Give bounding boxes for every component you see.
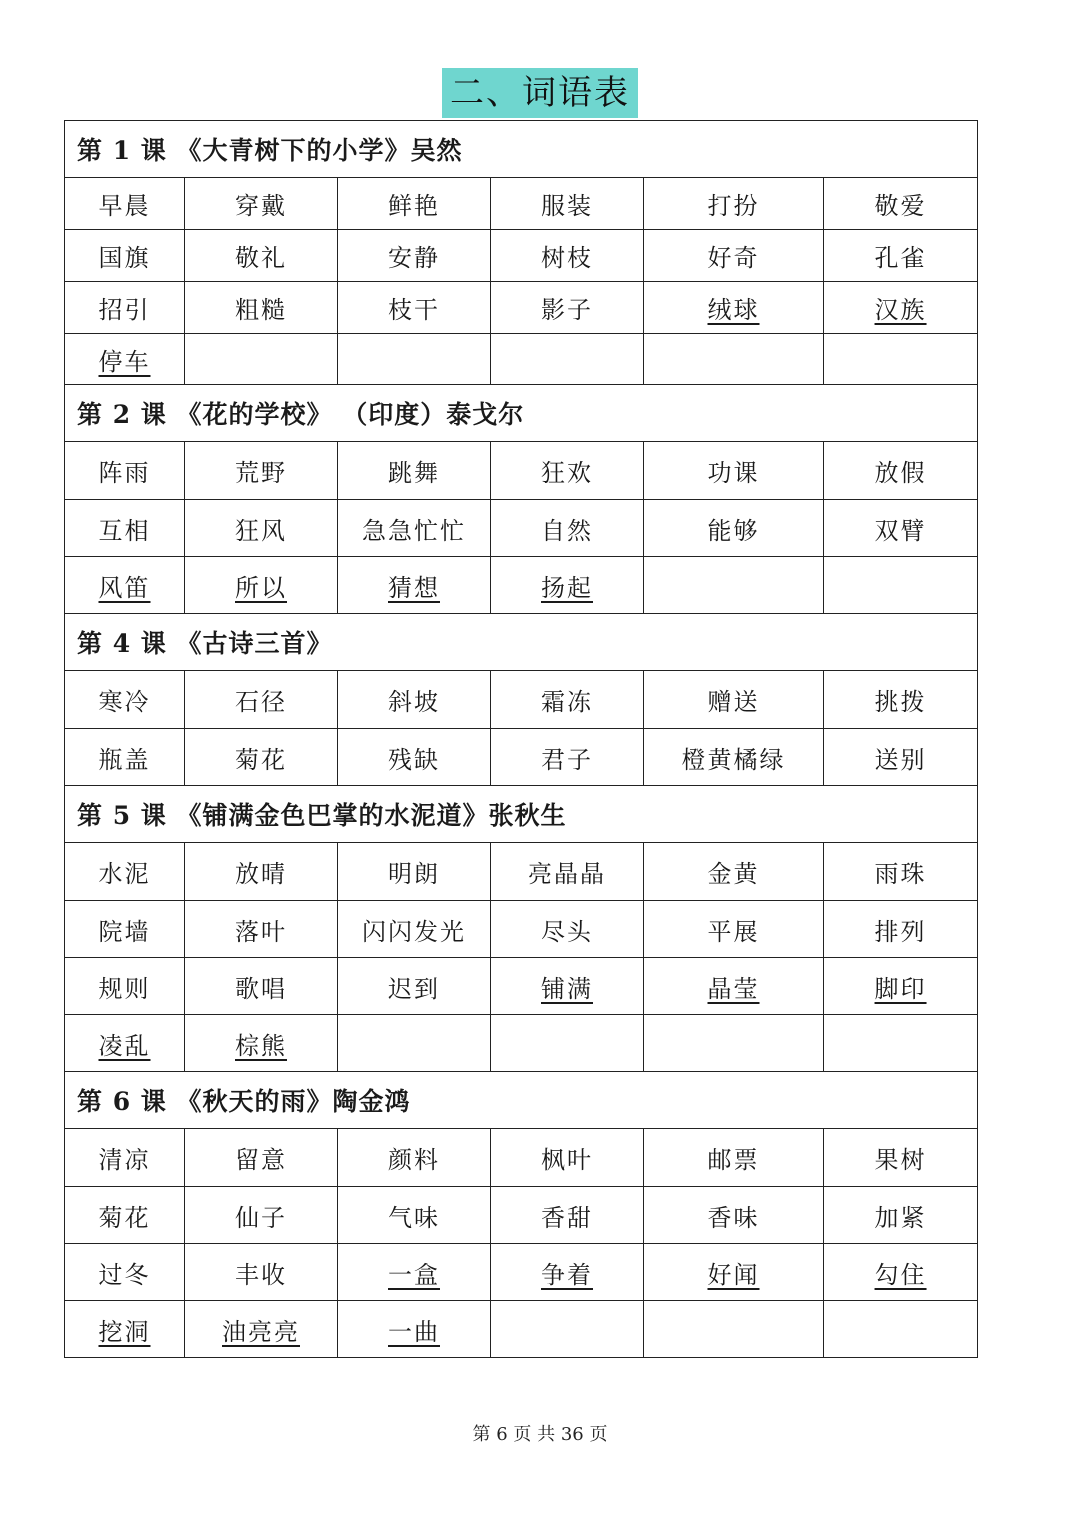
word-cell (824, 230, 978, 282)
word-cell (491, 958, 644, 1015)
word-cell (644, 1301, 824, 1358)
word-cell (644, 442, 824, 500)
word-text: 香甜 (541, 1203, 593, 1232)
word-text: 过冬 (98, 1260, 151, 1289)
word-row (65, 958, 978, 1015)
word-text: 君子 (541, 745, 593, 774)
word-cell (491, 729, 644, 786)
word-cell (65, 843, 185, 901)
word-text: 雨珠 (874, 860, 927, 888)
word-row (65, 1244, 978, 1301)
word-text-underlined: 棕熊 (235, 1031, 287, 1060)
word-text: 放假 (874, 459, 927, 487)
word-text-underlined: 汉族 (874, 296, 927, 324)
word-cell (491, 442, 644, 500)
word-cell (824, 958, 978, 1015)
word-cell (644, 843, 824, 901)
word-cell (338, 282, 491, 334)
word-text-underlined: 绒球 (707, 296, 760, 324)
word-cell (185, 1129, 338, 1187)
word-text: 赠送 (707, 688, 760, 716)
vocabulary-table-body (65, 121, 978, 1358)
word-text: 孔雀 (874, 244, 927, 272)
word-text: 清凉 (98, 1146, 151, 1174)
word-text: 服装 (541, 192, 593, 220)
word-cell (185, 843, 338, 901)
word-cell (65, 178, 185, 230)
word-cell (65, 1015, 185, 1072)
word-cell (65, 230, 185, 282)
page-title: 二、词语表 (442, 68, 638, 118)
word-text: 双臂 (874, 516, 927, 545)
word-cell (338, 1187, 491, 1244)
word-text: 仙子 (235, 1203, 287, 1232)
word-cell (824, 1187, 978, 1244)
word-cell (824, 282, 978, 334)
lesson-header: 第 6 课 《秋天的雨》陶金鸿 (65, 1072, 978, 1129)
word-text-underlined: 勾住 (874, 1260, 927, 1289)
word-cell (644, 1187, 824, 1244)
word-row (65, 282, 978, 334)
word-text: 粗糙 (235, 296, 287, 324)
word-text: 寒冷 (98, 688, 151, 716)
word-cell (338, 1244, 491, 1301)
word-text-underlined: 凌乱 (98, 1031, 151, 1060)
word-cell (185, 442, 338, 500)
lesson-header-row (65, 614, 978, 671)
word-text-underlined: 所以 (235, 573, 287, 602)
word-cell (644, 729, 824, 786)
page-title-wrap (0, 68, 1080, 118)
word-text: 枫叶 (541, 1146, 593, 1174)
word-cell (491, 1301, 644, 1358)
word-text: 挑拨 (874, 688, 927, 716)
word-row (65, 334, 978, 385)
word-text: 水泥 (98, 860, 151, 888)
word-text: 互相 (98, 516, 151, 545)
word-row (65, 1015, 978, 1072)
word-cell (824, 901, 978, 958)
word-row (65, 1129, 978, 1187)
word-cell (338, 901, 491, 958)
word-text: 瓶盖 (98, 745, 151, 774)
word-row (65, 671, 978, 729)
word-cell (65, 1244, 185, 1301)
lesson-header: 第 4 课 《古诗三首》 (65, 614, 978, 671)
word-row (65, 442, 978, 500)
word-cell (65, 557, 185, 614)
word-text: 急急忙忙 (362, 516, 466, 545)
word-text: 气味 (388, 1203, 440, 1232)
word-cell (185, 500, 338, 557)
word-cell (185, 557, 338, 614)
lesson-header-row (65, 385, 978, 442)
word-text-underlined: 油亮亮 (222, 1317, 300, 1346)
word-cell (338, 958, 491, 1015)
word-text: 国旗 (98, 244, 151, 272)
word-text-underlined: 一盒 (388, 1260, 440, 1289)
word-text: 排列 (874, 917, 927, 946)
word-cell (824, 500, 978, 557)
word-cell (824, 557, 978, 614)
word-cell (65, 1187, 185, 1244)
word-cell (824, 1301, 978, 1358)
word-text: 好奇 (707, 244, 760, 272)
word-cell (491, 1244, 644, 1301)
lesson-header: 第 2 课 《花的学校》 （印度）泰戈尔 (65, 385, 978, 442)
word-text: 鲜艳 (388, 192, 440, 220)
word-cell (185, 1244, 338, 1301)
word-text: 加紧 (874, 1203, 927, 1232)
word-text: 迟到 (388, 974, 440, 1003)
word-cell (491, 1015, 644, 1072)
word-cell (644, 671, 824, 729)
word-text: 落叶 (235, 917, 287, 946)
word-cell (824, 843, 978, 901)
word-cell (491, 557, 644, 614)
word-text: 金黄 (707, 860, 760, 888)
word-text: 菊花 (235, 745, 287, 774)
word-cell (338, 1301, 491, 1358)
word-cell (185, 230, 338, 282)
word-cell (644, 958, 824, 1015)
word-cell (65, 1129, 185, 1187)
lesson-header: 第 1 课 《大青树下的小学》吴然 (65, 121, 978, 178)
word-cell (491, 671, 644, 729)
word-row (65, 729, 978, 786)
word-row (65, 500, 978, 557)
lesson-header-row (65, 786, 978, 843)
vocabulary-table (64, 120, 978, 1358)
word-row (65, 843, 978, 901)
word-text: 阵雨 (98, 459, 151, 487)
word-row (65, 178, 978, 230)
lesson-header-row (65, 121, 978, 178)
word-row (65, 1301, 978, 1358)
word-row (65, 557, 978, 614)
word-text: 规则 (98, 974, 151, 1003)
word-text: 放晴 (235, 860, 287, 888)
word-cell (185, 729, 338, 786)
word-cell (338, 671, 491, 729)
word-cell (65, 901, 185, 958)
word-text-underlined: 好闻 (707, 1260, 760, 1289)
word-text: 院墙 (98, 917, 151, 946)
word-text: 明朗 (388, 860, 440, 888)
word-cell (338, 442, 491, 500)
word-cell (338, 500, 491, 557)
word-cell (491, 843, 644, 901)
word-text: 霜冻 (541, 688, 593, 716)
word-text: 送别 (874, 745, 927, 774)
word-cell (338, 178, 491, 230)
word-text: 打扮 (707, 192, 760, 220)
word-cell (824, 729, 978, 786)
word-cell (65, 958, 185, 1015)
word-text-underlined: 脚印 (874, 974, 927, 1003)
word-cell (824, 442, 978, 500)
word-text: 安静 (388, 244, 440, 272)
word-cell (65, 282, 185, 334)
word-text: 残缺 (388, 745, 440, 774)
word-text: 招引 (98, 296, 151, 324)
word-cell (65, 442, 185, 500)
word-text: 功课 (707, 459, 760, 487)
word-cell (338, 843, 491, 901)
word-cell (644, 230, 824, 282)
word-row (65, 1187, 978, 1244)
word-text: 石径 (235, 688, 287, 716)
word-text: 早晨 (98, 192, 151, 220)
word-cell (65, 334, 185, 385)
word-text: 敬爱 (874, 192, 927, 220)
word-cell (65, 671, 185, 729)
word-text: 狂欢 (541, 459, 593, 487)
word-row (65, 901, 978, 958)
word-text: 敬礼 (235, 244, 287, 272)
word-text-underlined: 猜想 (388, 573, 440, 602)
word-cell (65, 1301, 185, 1358)
word-cell (644, 334, 824, 385)
word-cell (644, 1015, 824, 1072)
word-text: 邮票 (707, 1146, 760, 1174)
word-cell (491, 282, 644, 334)
word-text-underlined: 一曲 (388, 1317, 440, 1346)
word-text: 跳舞 (388, 459, 440, 487)
word-cell (491, 1187, 644, 1244)
word-text: 留意 (235, 1146, 287, 1174)
word-cell (338, 729, 491, 786)
word-cell (491, 334, 644, 385)
word-cell (185, 1301, 338, 1358)
word-cell (644, 1244, 824, 1301)
word-text: 影子 (541, 296, 593, 324)
word-text: 香味 (707, 1203, 760, 1232)
word-cell (644, 178, 824, 230)
word-cell (824, 1129, 978, 1187)
word-cell (185, 334, 338, 385)
word-text: 亮晶晶 (528, 860, 606, 888)
word-cell (491, 178, 644, 230)
word-cell (185, 958, 338, 1015)
word-text: 尽头 (541, 917, 593, 946)
word-cell (185, 901, 338, 958)
word-cell (491, 1129, 644, 1187)
lesson-header: 第 5 课 《铺满金色巴掌的水泥道》张秋生 (65, 786, 978, 843)
word-cell (338, 557, 491, 614)
word-text: 能够 (707, 516, 760, 545)
word-text-underlined: 争着 (541, 1260, 593, 1289)
word-cell (491, 230, 644, 282)
word-text: 颜料 (388, 1146, 440, 1174)
word-cell (824, 1244, 978, 1301)
word-cell (824, 1015, 978, 1072)
word-text: 丰收 (235, 1260, 287, 1289)
word-cell (644, 500, 824, 557)
word-text-underlined: 扬起 (541, 573, 593, 602)
word-cell (185, 282, 338, 334)
word-cell (338, 334, 491, 385)
word-text-underlined: 风笛 (98, 573, 151, 602)
word-text: 橙黄橘绿 (681, 745, 786, 774)
word-cell (644, 901, 824, 958)
word-text: 菊花 (98, 1203, 151, 1232)
word-cell (185, 1015, 338, 1072)
word-text: 果树 (874, 1146, 927, 1174)
lesson-header-row (65, 1072, 978, 1129)
word-text-underlined: 铺满 (541, 974, 593, 1003)
word-cell (185, 1187, 338, 1244)
word-text-underlined: 停车 (98, 347, 151, 376)
word-cell (491, 500, 644, 557)
word-text: 歌唱 (235, 974, 287, 1003)
word-cell (338, 1015, 491, 1072)
word-text: 闪闪发光 (362, 917, 466, 946)
word-cell (491, 901, 644, 958)
word-cell (644, 282, 824, 334)
word-text: 自然 (541, 516, 593, 545)
word-text: 荒野 (235, 459, 287, 487)
page-footer: 第 6 页 共 36 页 (472, 1424, 608, 1445)
word-cell (824, 334, 978, 385)
word-cell (338, 230, 491, 282)
word-cell (65, 729, 185, 786)
word-text: 狂风 (235, 516, 287, 545)
word-cell (185, 671, 338, 729)
word-cell (824, 671, 978, 729)
word-cell (644, 557, 824, 614)
word-text: 枝干 (388, 296, 440, 324)
word-row (65, 230, 978, 282)
word-text: 穿戴 (235, 192, 287, 220)
word-text: 斜坡 (388, 688, 440, 716)
word-cell (185, 178, 338, 230)
word-cell (644, 1129, 824, 1187)
word-cell (338, 1129, 491, 1187)
word-text: 平展 (707, 917, 760, 946)
word-text-underlined: 晶莹 (707, 974, 760, 1003)
word-text: 树枝 (541, 244, 593, 272)
word-cell (824, 178, 978, 230)
word-cell (65, 500, 185, 557)
word-text-underlined: 挖洞 (98, 1317, 151, 1346)
